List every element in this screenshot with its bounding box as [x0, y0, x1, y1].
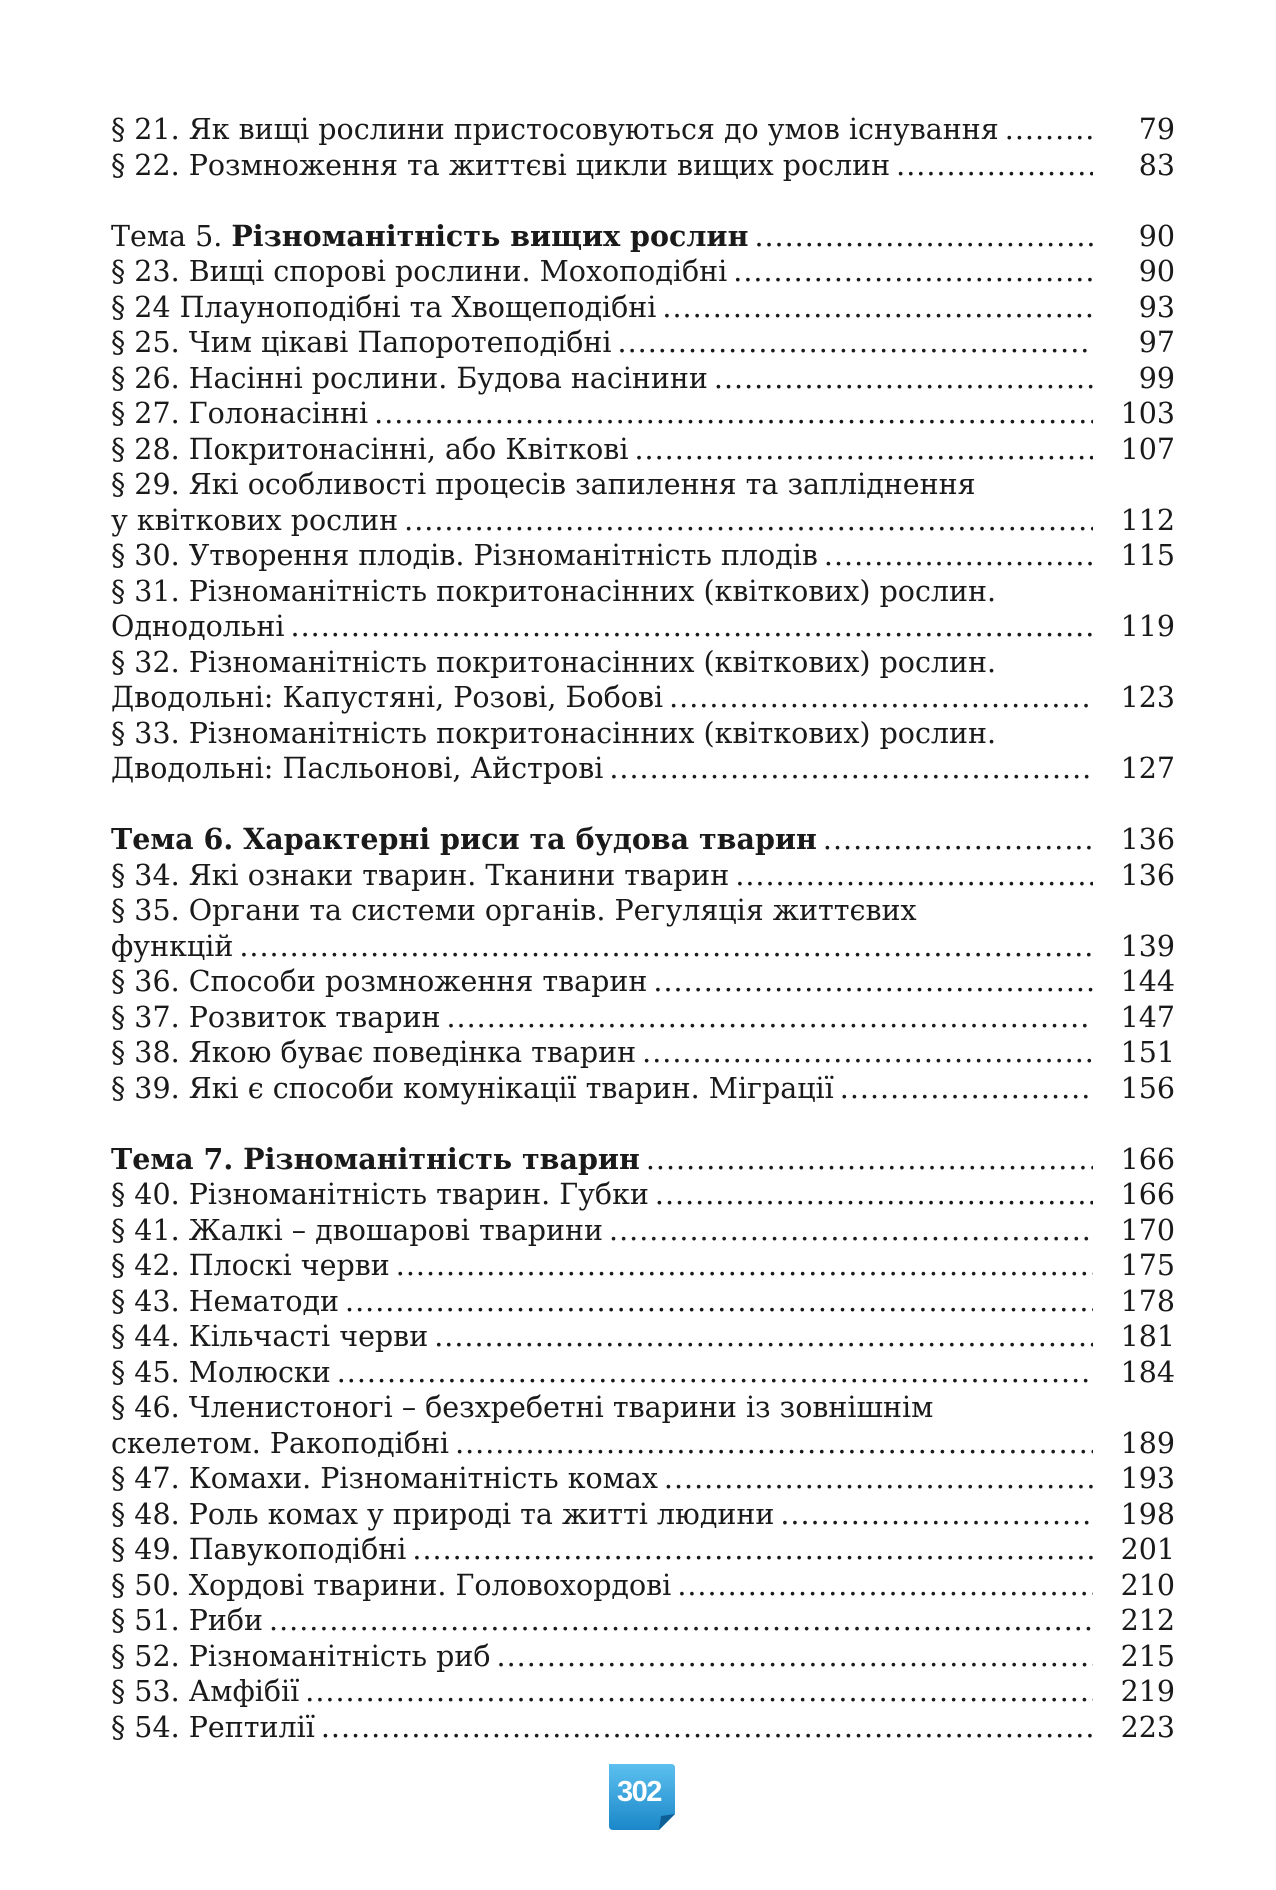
- dot-leader: [239, 929, 1093, 965]
- toc-page-number: 201: [1120, 1533, 1175, 1566]
- toc-title: § 21. Як вищі рослини пристосовуються до умов існування: [111, 113, 999, 146]
- toc-title: § 24 Плауноподібні та Хвощеподібні: [111, 290, 657, 324]
- toc-entry: [111, 1461, 1175, 1497]
- toc-entry: [111, 325, 1175, 361]
- toc-entry: [111, 964, 1175, 1000]
- toc-page-number: 147: [1120, 1000, 1175, 1034]
- toc-page-number: 79: [1138, 113, 1175, 146]
- toc-title: § 41. Жалкі – двошарові тварини: [111, 1213, 604, 1247]
- dot-leader: [497, 1639, 1093, 1675]
- toc-title: § 52. Різноманітність риб: [111, 1639, 491, 1673]
- dot-leader: [896, 148, 1093, 184]
- toc-title: Дводольні: Капустяні, Розові, Бобові: [111, 681, 664, 714]
- toc-title: § 33. Різноманітність покритонасінних (квіткових) рослин.: [111, 716, 997, 750]
- toc-page-number: 97: [1138, 326, 1175, 359]
- dot-leader: [345, 1284, 1093, 1320]
- topic-name: Тема 6. Характерні риси та будова тварин: [111, 822, 817, 856]
- toc-topic: [111, 822, 1175, 858]
- dot-leader: [618, 325, 1093, 361]
- dot-leader: [824, 538, 1093, 574]
- toc-title: [111, 822, 817, 858]
- dot-leader: [291, 609, 1093, 645]
- toc-page-number: 210: [1120, 1568, 1175, 1602]
- toc-entry: [111, 1035, 1175, 1071]
- toc-page-number: 170: [1120, 1213, 1175, 1247]
- toc-entry: [111, 432, 1175, 468]
- toc-entry: [111, 1710, 1175, 1746]
- toc-title: § 30. Утворення плодів. Різноманітність плодів: [111, 539, 818, 572]
- toc-title: § 27. Голонасінні: [111, 397, 369, 430]
- toc-page-number: 93: [1138, 290, 1175, 324]
- toc-page-number: 189: [1120, 1426, 1175, 1460]
- toc-page-number: 198: [1120, 1497, 1175, 1531]
- dot-leader: [780, 1497, 1093, 1533]
- toc-page-number: 175: [1120, 1249, 1175, 1282]
- toc-title: § 49. Павукоподібні: [111, 1533, 407, 1566]
- toc-title: § 40. Різноманітність тварин. Губки: [111, 1178, 649, 1211]
- toc-title: § 26. Насінні рослини. Будова насінини: [111, 361, 708, 395]
- toc-page-number: 136: [1120, 823, 1175, 856]
- dot-leader: [609, 1213, 1093, 1249]
- toc-title: Дводольні: Пасльонові, Айстрові: [111, 752, 604, 785]
- toc-title: у квіткових рослин: [111, 503, 399, 537]
- toc-title: § 39. Які є способи комунікації тварин. Міграції: [111, 1071, 834, 1105]
- section-gap: [111, 787, 1175, 823]
- toc-title: § 45. Молюски: [111, 1355, 331, 1389]
- dot-leader: [321, 1710, 1093, 1746]
- toc-entry: [111, 112, 1175, 148]
- toc-title: § 29. Які особливості процесів запилення та запліднення: [111, 468, 976, 501]
- toc-entry: [111, 1497, 1175, 1533]
- toc-entry: [111, 538, 1175, 574]
- dot-leader: [305, 1674, 1093, 1710]
- toc-entry: [111, 148, 1175, 184]
- toc-page-number: 90: [1138, 255, 1175, 288]
- dot-leader: [733, 254, 1093, 290]
- toc-title: скелетом. Ракоподібні: [111, 1426, 450, 1460]
- toc-title: § 22. Розмноження та життєві цикли вищих рослин: [111, 148, 891, 182]
- dot-leader: [677, 1568, 1093, 1604]
- toc-page-number: 119: [1120, 610, 1175, 643]
- toc-page-number: 127: [1120, 752, 1175, 785]
- toc-page-number: 219: [1120, 1675, 1175, 1708]
- dot-leader: [337, 1355, 1093, 1391]
- toc-page-number: 166: [1120, 1142, 1175, 1176]
- dot-leader: [609, 751, 1093, 787]
- dot-leader: [642, 1035, 1093, 1071]
- toc-entry: [111, 1071, 1175, 1107]
- toc-entry: [111, 609, 1175, 645]
- toc-entry: [111, 254, 1175, 290]
- toc-page-number: 83: [1138, 148, 1175, 182]
- toc-entry: [111, 1426, 1175, 1462]
- toc-title: § 51. Риби: [111, 1604, 264, 1637]
- toc-entry: [111, 503, 1175, 539]
- dot-leader: [664, 1461, 1093, 1497]
- toc-title: § 38. Якою буває поведінка тварин: [111, 1036, 637, 1069]
- page-number-badge: [605, 1762, 681, 1832]
- dot-leader: [714, 361, 1093, 397]
- toc-entry: [111, 396, 1175, 432]
- dot-leader: [396, 1248, 1093, 1284]
- toc-line: [111, 467, 1175, 503]
- dot-leader: [646, 1142, 1093, 1178]
- toc-topic: [111, 219, 1175, 255]
- toc-page-number: 166: [1120, 1178, 1175, 1211]
- dot-leader: [374, 396, 1093, 432]
- toc-line: [111, 1390, 1175, 1426]
- toc-title: § 23. Вищі спорові рослини. Мохоподібні: [111, 255, 728, 288]
- toc-title: § 32. Різноманітність покритонасінних (квіткових) рослин.: [111, 645, 997, 679]
- toc-entry: [111, 1000, 1175, 1036]
- dot-leader: [404, 503, 1093, 539]
- dot-leader: [455, 1426, 1093, 1462]
- toc-entry: [111, 1568, 1175, 1604]
- dot-leader: [754, 219, 1093, 255]
- toc-entry: [111, 1248, 1175, 1284]
- toc-title: § 25. Чим цікаві Папоротеподібні: [111, 326, 612, 359]
- toc-topic: [111, 1142, 1175, 1178]
- dot-leader: [840, 1071, 1093, 1107]
- table-of-contents: [111, 112, 1175, 1745]
- toc-title: [111, 1142, 640, 1178]
- toc-entry: [111, 1532, 1175, 1568]
- toc-entry: [111, 858, 1175, 894]
- page-number: 302: [617, 1776, 661, 1808]
- toc-entry: [111, 1355, 1175, 1391]
- toc-page-number: 193: [1120, 1462, 1175, 1495]
- toc-page-number: 103: [1120, 397, 1175, 430]
- toc-line: [111, 574, 1175, 610]
- toc-title: § 54. Рептилії: [111, 1710, 315, 1744]
- toc-page-number: 156: [1120, 1071, 1175, 1105]
- toc-page-number: 115: [1120, 539, 1175, 572]
- toc-page-number: 90: [1138, 219, 1175, 253]
- dot-leader: [1005, 112, 1093, 148]
- toc-title: § 28. Покритонасінні, або Квіткові: [111, 432, 629, 466]
- toc-line: [111, 716, 1175, 752]
- toc-title: § 31. Різноманітність покритонасінних (квіткових) рослин.: [111, 574, 997, 608]
- toc-entry: [111, 680, 1175, 716]
- dot-leader: [446, 1000, 1093, 1036]
- toc-page-number: 181: [1120, 1320, 1175, 1353]
- toc-title: § 35. Органи та системи органів. Регуляція життєвих: [111, 894, 917, 927]
- toc-line: [111, 645, 1175, 681]
- toc-title: § 47. Комахи. Різноманітність комах: [111, 1462, 658, 1495]
- topic-name: Різноманітність вищих рослин: [231, 218, 749, 253]
- toc-page-number: 223: [1120, 1710, 1175, 1744]
- toc-title: § 48. Роль комах у природі та житті людини: [111, 1497, 775, 1531]
- toc-title: § 36. Способи розмноження тварин: [111, 965, 648, 998]
- toc-page-number: 139: [1120, 929, 1175, 963]
- dot-leader: [662, 290, 1093, 326]
- toc-entry: [111, 929, 1175, 965]
- toc-entry: [111, 1639, 1175, 1675]
- toc-entry: [111, 1213, 1175, 1249]
- toc-entry: [111, 361, 1175, 397]
- dot-leader: [269, 1603, 1093, 1639]
- dot-leader: [823, 822, 1093, 858]
- section-gap: [111, 183, 1175, 219]
- toc-page-number: 178: [1120, 1284, 1175, 1318]
- toc-title: § 43. Нематоди: [111, 1284, 340, 1318]
- dot-leader: [655, 1177, 1093, 1213]
- toc-entry: [111, 1319, 1175, 1355]
- toc-entry: [111, 290, 1175, 326]
- toc-page-number: 112: [1120, 503, 1175, 537]
- topic-name: Тема 7. Різноманітність тварин: [111, 1141, 640, 1176]
- toc-page-number: 107: [1120, 432, 1175, 466]
- toc-title: § 53. Амфібії: [111, 1675, 300, 1708]
- toc-page-number: 184: [1120, 1355, 1175, 1389]
- toc-entry: [111, 751, 1175, 787]
- toc-entry: [111, 1177, 1175, 1213]
- toc-title: § 46. Членистоногі – безхребетні тварини із зовнішнім: [111, 1391, 934, 1424]
- toc-title: [111, 219, 748, 255]
- toc-entry: [111, 1284, 1175, 1320]
- toc-title: § 37. Розвиток тварин: [111, 1000, 441, 1034]
- toc-entry: [111, 1674, 1175, 1710]
- toc-title: § 44. Кільчасті черви: [111, 1320, 429, 1353]
- dot-leader: [735, 858, 1093, 894]
- toc-line: [111, 893, 1175, 929]
- dot-leader: [434, 1319, 1093, 1355]
- toc-page-number: 99: [1138, 361, 1175, 395]
- toc-title: § 34. Які ознаки тварин. Тканини тварин: [111, 858, 730, 892]
- topic-prefix: Тема 5.: [111, 219, 232, 253]
- toc-title: функцій: [111, 929, 234, 963]
- toc-page-number: 144: [1120, 965, 1175, 998]
- toc-page-number: 215: [1120, 1639, 1175, 1673]
- dot-leader: [634, 432, 1093, 468]
- toc-page-number: 212: [1120, 1604, 1175, 1637]
- toc-page-number: 151: [1120, 1036, 1175, 1069]
- toc-title: Однодольні: [111, 610, 285, 643]
- toc-title: § 50. Хордові тварини. Головохордові: [111, 1568, 672, 1602]
- toc-page-number: 123: [1120, 681, 1175, 714]
- toc-title: § 42. Плоскі черви: [111, 1249, 390, 1282]
- dot-leader: [653, 964, 1093, 1000]
- toc-page-number: 136: [1120, 858, 1175, 892]
- section-gap: [111, 1106, 1175, 1142]
- toc-entry: [111, 1603, 1175, 1639]
- dot-leader: [669, 680, 1093, 716]
- dot-leader: [412, 1532, 1093, 1568]
